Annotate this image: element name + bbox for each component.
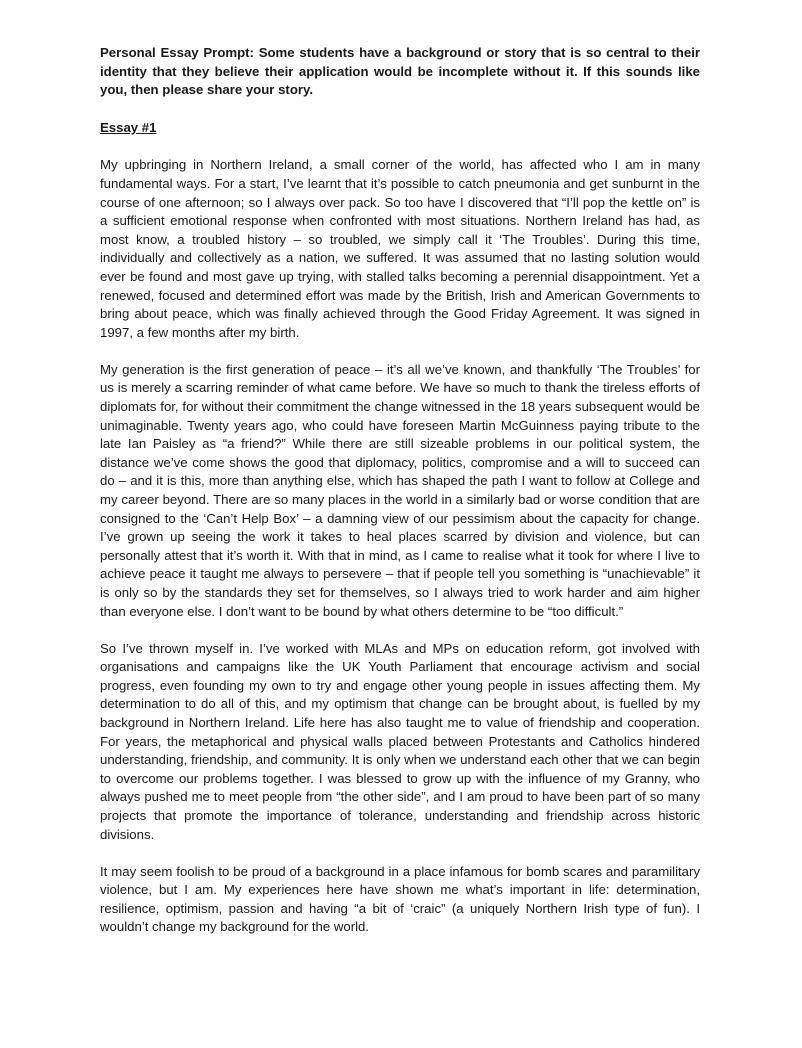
document-page [100, 44, 700, 956]
essay-paragraph-4: It may seem foolish to be proud of a background in a place infamous for bomb scares and paramilitary violence, but I am. My experiences here have shown me what’s important in life: determination, resilience, optimism, passion and having “a bit of ‘craic” (a uniquely Northern Irish type of fun). I wouldn’t change my background for the world. [100, 863, 700, 935]
essay-prompt: Personal Essay Prompt: Some students have a background or story that is so central to their identity that they believe their application would be incomplete without it. If this sounds like you, then please share your story. [100, 45, 700, 98]
essay-paragraph-3: So I’ve thrown myself in. I’ve worked with MLAs and MPs on education reform, got involved with organisations and campaigns like the UK Youth Parliament that encourage activism and social progress, even founding my own to try and engage other young people in issues affecting them. My determination to do all of this, and my optimism that change can be brought about, is fuelled by my background in Northern Ireland. Life here has also taught me to value of friendship and cooperation. For years, the metaphorical and physical walls placed between Protestants and Catholics hindered understanding, friendship, and community. It is only when we understand each other that we can begin to overcome our problems together. I was blessed to grow up with the influence of my Granny, who always pushed me to meet people from “the other side”, and I am proud to have been part of so many projects that promote the importance of tolerance, understanding and friendship across historic divisions. [100, 640, 700, 842]
essay-paragraph-2: My generation is the first generation of peace – it’s all we’ve known, and thankfully ‘The Troubles’ for us is merely a scarring reminder of what came before. We have so much to thank the tireless efforts of diplomats for, for without their commitment the change witnessed in the 18 years subsequent would be unimaginable. Twenty years ago, who could have foreseen Martin McGuinness paying tribute to the late Ian Paisley as “a friend?” While there are still sizeable problems in our political system, the distance we’ve come shows the good that diplomacy, politics, compromise and a will to succeed can do – and it is this, more than anything else, which has shaped the path I want to follow at College and my career beyond. There are so many places in the world in a similarly bad or worse condition that are consigned to the ‘Can’t Help Box’ – a damning view of our pessimism about the capacity for change. I’ve grown up seeing the work it takes to heal places scarred by division and violence, but can personally attest that it’s worth it. With that in mind, as I came to realise what it took for where I live to achieve peace it taught me always to persevere – that if people tell you something is “unachievable” it is only so by the standards they set for themselves, so I always tried to work harder and aim higher than everyone else. I don’t want to be bound by what others determine to be “too difficult.” [100, 361, 700, 619]
essay-paragraph-1: My upbringing in Northern Ireland, a small corner of the world, has affected who I am in many fundamental ways. For a start, I’ve learnt that it’s possible to catch pneumonia and get sunburnt in the course of one afternoon; so I always over pack. So too have I discovered that “I’ll pop the kettle on” is a sufficient emotional response when confronted with most situations. Northern Ireland has had, as most know, a troubled history – so troubled, we simply call it ‘The Troubles’. During this time, individually and collectively as a nation, we suffered. It was assumed that no lasting solution would ever be found and most gave up trying, with stalled talks becoming a perennial disappointment. Yet a renewed, focused and determined effort was made by the British, Irish and American Governments to bring about peace, which was finally achieved through the Good Friday Agreement. It was signed in 1997, a few months after my birth. [100, 157, 700, 340]
essay-heading: Essay #1 [100, 119, 157, 135]
